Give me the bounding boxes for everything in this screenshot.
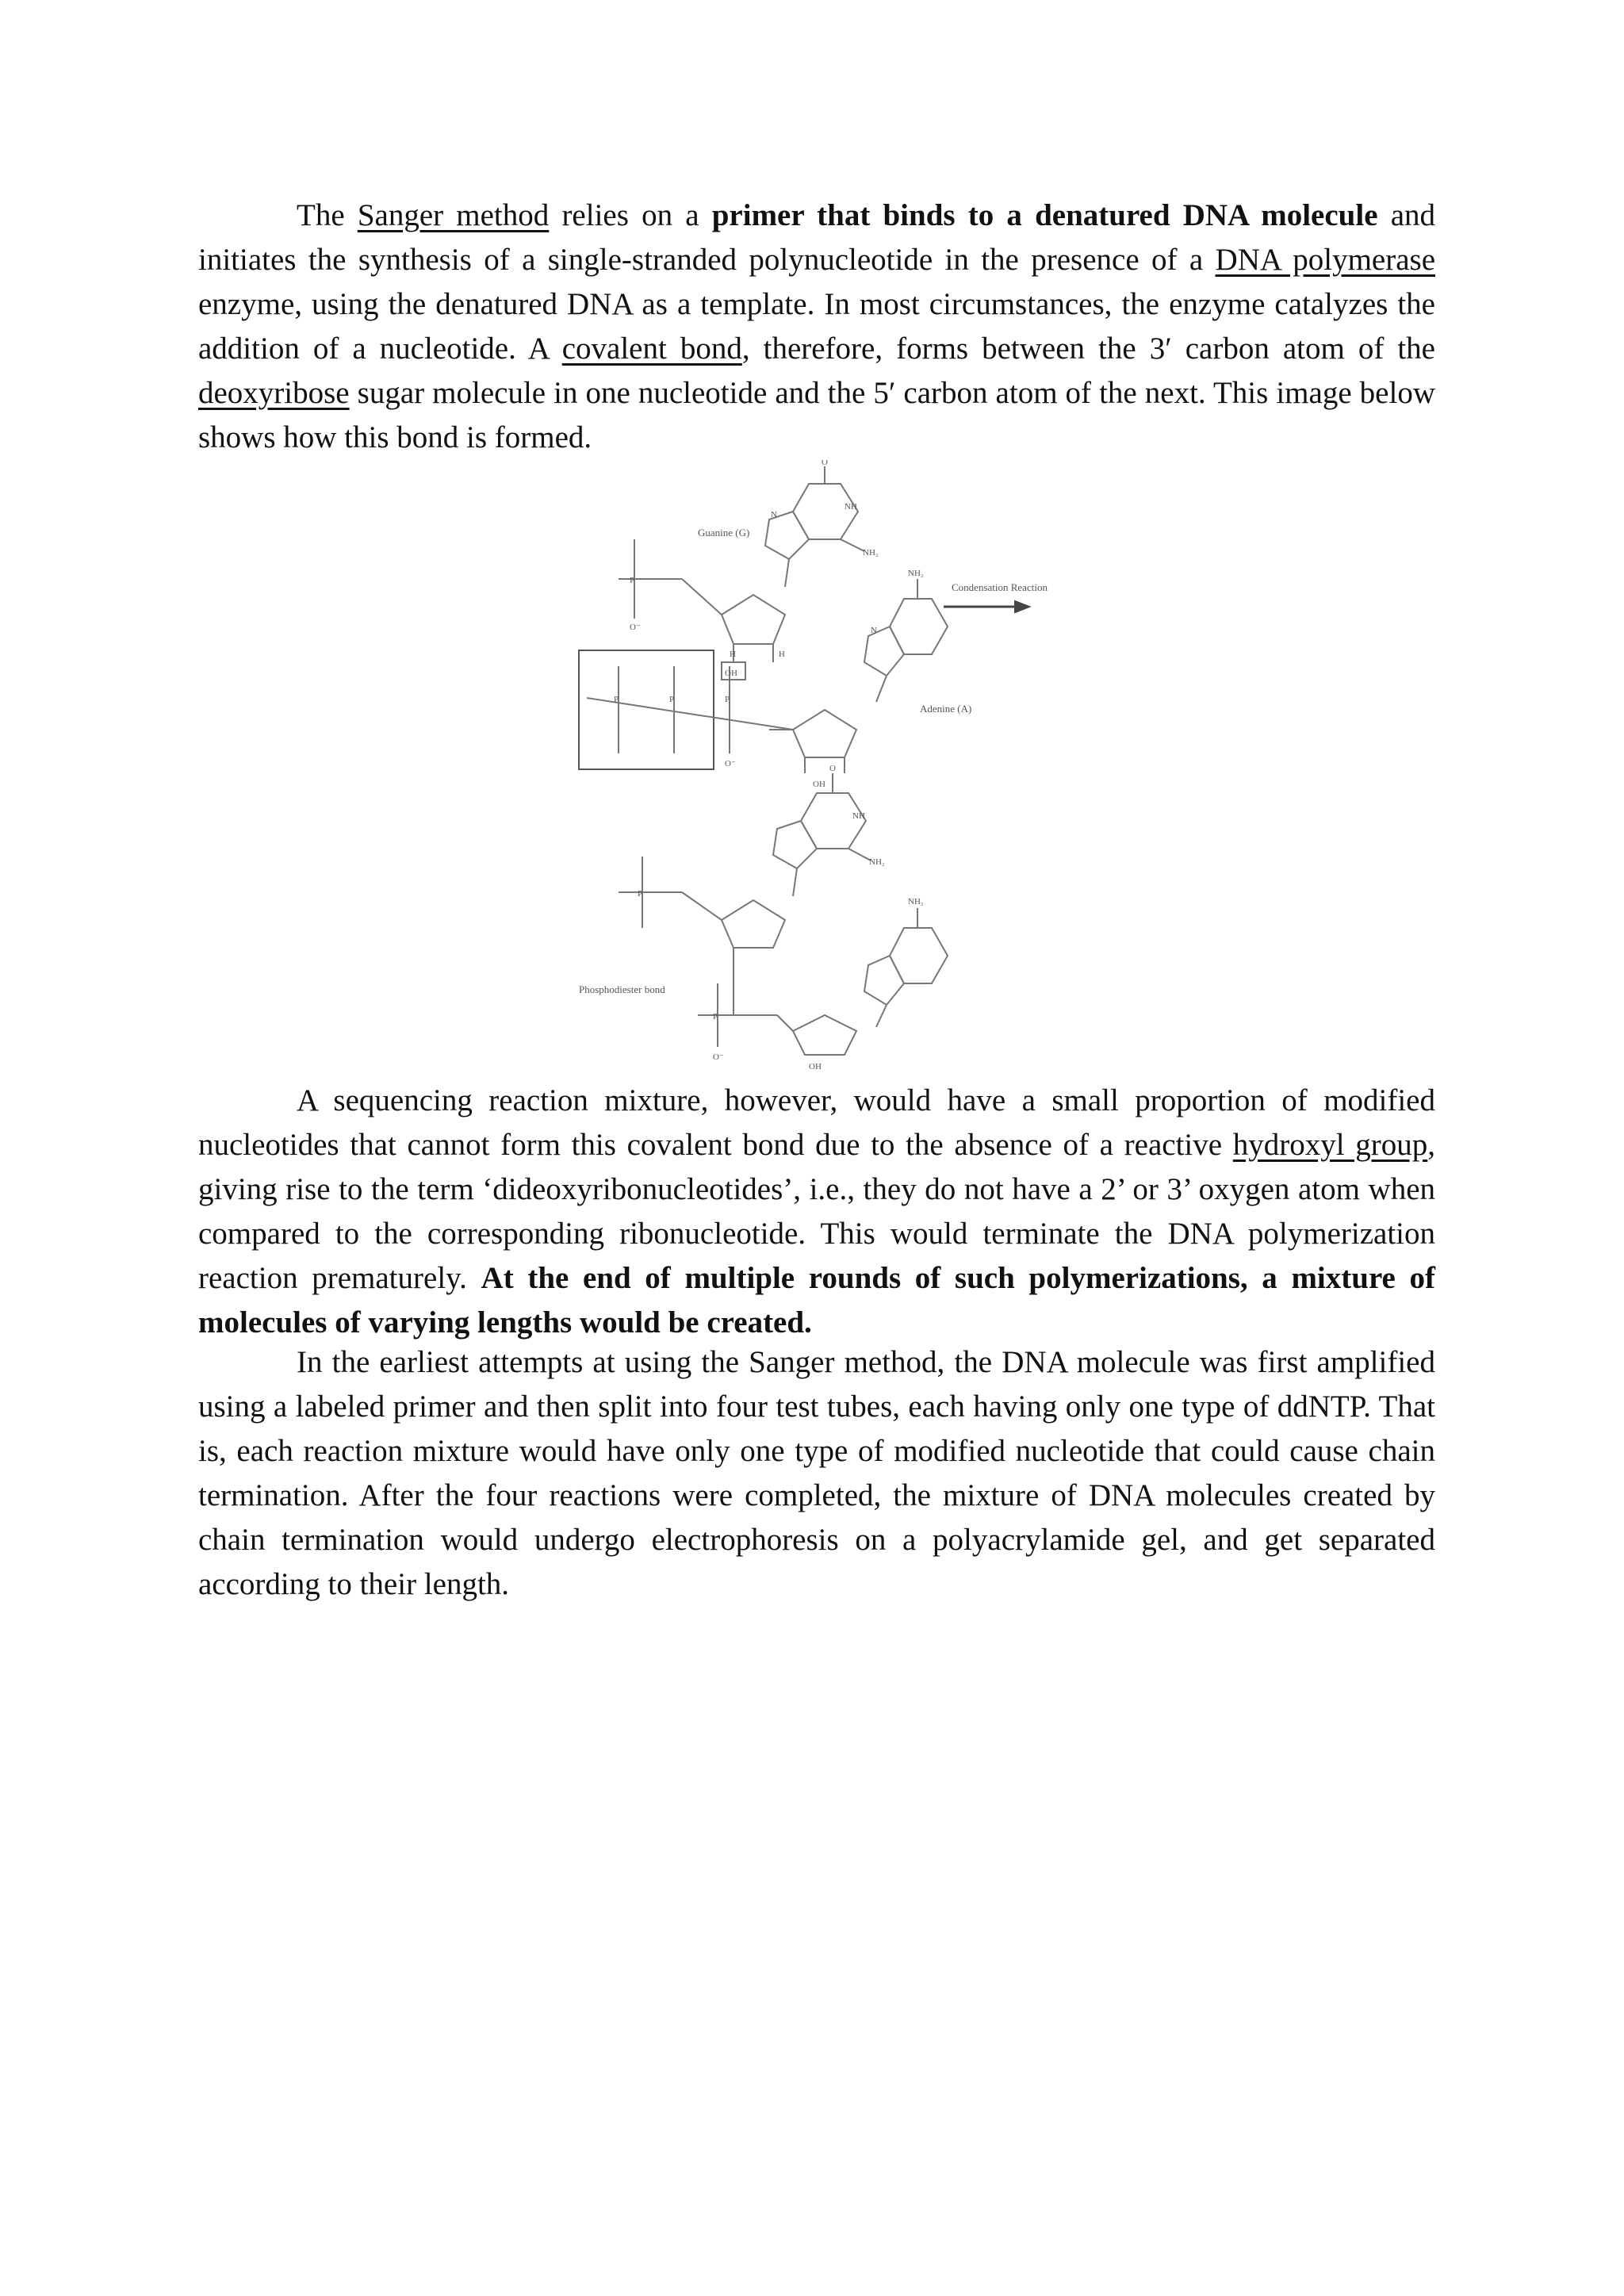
product-guanine-five [773, 821, 817, 868]
link-sanger-method[interactable]: Sanger method [357, 198, 550, 232]
label-condensation: Condensation Reaction [952, 581, 1048, 593]
text-run: , giving rise to the term ‘dideoxyribonucleotides’, i.e., they do not have a 2’ or 3’ oxygen atom when compared to the corresponding ribonucleotide. This would terminate the DNA polymerization reaction prematurely. [198, 1128, 1436, 1295]
text-run: enzyme, using the denatured DNA as a template. In most circumstances, the enzyme catalyzes the addition of a nucleotide. A [198, 287, 1435, 366]
label-h-top-right: H [779, 650, 785, 659]
label-p-top: P [630, 576, 635, 585]
product-sugar-top [722, 900, 785, 948]
pyrophosphate-box [579, 650, 714, 769]
label-oh-middle: OH [813, 780, 825, 789]
label-ominus-top: O⁻ [630, 623, 641, 632]
label-ominus-middle: O⁻ [725, 759, 736, 769]
label-n-adenine: N [871, 626, 877, 635]
label-p-product-bottom: P [713, 1012, 718, 1022]
product-guanine-six [801, 793, 866, 849]
sugar-ring-top [722, 595, 785, 644]
guanine-nucleotide [619, 466, 864, 680]
label-nh2-guanine: NH₂ [863, 548, 879, 558]
guanine-ring-six [793, 484, 858, 539]
dinucleotide-product [619, 773, 948, 1055]
label-p-gamma: P [725, 695, 730, 704]
label-guanine: Guanine (G) [698, 527, 750, 539]
label-ominus-bottom: O⁻ [713, 1052, 724, 1062]
adenine-ring-six [890, 599, 948, 654]
text-run: , therefore, forms between the 3′ carbon atom of the [741, 332, 1435, 366]
paragraph-earliest-attempts [198, 1340, 1435, 1607]
link-hydroxyl-group[interactable]: hydroxyl group [1232, 1128, 1428, 1162]
text-run: A sequencing reaction mixture, however, would have a small proportion of modified nucleotides that cannot form this covalent bond due to the absence of a reactive [198, 1083, 1435, 1162]
bold-primer-binds: primer that binds to a denatured DNA molecule [711, 198, 1378, 232]
product-adenine-six [890, 928, 948, 983]
link-dna-polymerase[interactable]: DNA polymerase [1215, 243, 1436, 277]
label-h-top: H [730, 650, 736, 659]
label-p-alpha: P [614, 695, 619, 704]
text-run: sugar molecule in one nucleotide and the 5′ carbon atom of the next. This image below shows how this bond is formed. [198, 376, 1435, 454]
paragraph-dideoxy [198, 1079, 1435, 1345]
link-covalent-bond[interactable]: covalent bond [561, 332, 742, 366]
link-deoxyribose[interactable]: deoxyribose [198, 376, 350, 410]
reaction-arrow [944, 601, 1029, 612]
text-run: The [297, 198, 358, 232]
label-p-product-top: P [638, 889, 643, 899]
text-run: relies on a [549, 198, 712, 232]
label-nh-product: NH [852, 811, 865, 821]
label-phosphodiester: Phosphodiester bond [579, 983, 665, 995]
label-o-guanine: O [822, 460, 828, 467]
condensation-reaction-figure [571, 460, 1078, 1071]
label-p-beta: P [669, 695, 675, 704]
label-oh-bottom: OH [809, 1062, 822, 1071]
label-oh-top: OH [725, 669, 737, 678]
label-nh2-adenine: NH₂ [908, 569, 924, 578]
bold-mixture-molecules: At the end of multiple rounds of such polymerizations, a mixture of molecules of varying lengths would be created. [198, 1261, 1435, 1340]
label-nh2-product-g: NH₂ [869, 857, 885, 867]
text-run: In the earliest attempts at using the Sanger method, the DNA molecule was first amplified using a labeled primer and then split into four test tubes, each having only one type of ddNTP. That is, each reaction mixture would have only one type of modified nucleotide that could cause chain termination. After the four reactions were completed, the mixture of DNA molecules created by chain termination would undergo electrophoresis on a polyacrylamide gel, and get separated according to their length. [198, 1345, 1435, 1601]
paragraph-sanger-method [198, 194, 1435, 460]
label-o-product: O [829, 764, 836, 773]
label-nh2-product-a: NH₂ [908, 897, 924, 907]
label-adenine: Adenine (A) [920, 703, 972, 715]
sugar-ring-middle [793, 710, 856, 757]
text-run: and initiates the synthesis of a single-stranded polynucleotide in the presence of a [198, 198, 1435, 277]
product-sugar-bottom [793, 1015, 856, 1055]
label-nh-guanine: NH [845, 502, 857, 512]
product-adenine-five [864, 956, 904, 1005]
label-n-guanine: N [771, 510, 777, 519]
nucleotide-diagram [571, 460, 1078, 1071]
